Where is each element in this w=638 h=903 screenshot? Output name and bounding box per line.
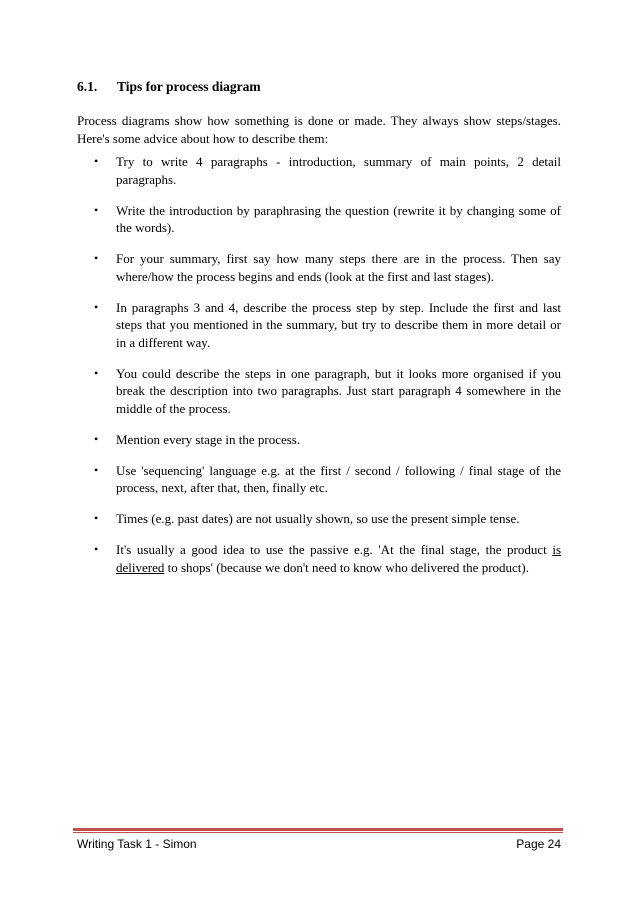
footer-document-title: Writing Task 1 - Simon — [77, 837, 197, 851]
section-number: 6.1. — [77, 79, 98, 94]
tip-item — [77, 153, 561, 188]
tip-text — [116, 542, 561, 575]
tip-text: Write the introduction by paraphrasing the question (rewrite it by changing some of the words). — [116, 202, 561, 235]
bullet-icon: • — [94, 251, 99, 265]
footer-page-number: Page 24 — [516, 837, 561, 851]
tip-text: Try to write 4 paragraphs - introduction, summary of main points, 2 detail paragraphs. — [116, 154, 561, 187]
footer-divider-thin — [73, 832, 563, 833]
bullet-icon: • — [94, 299, 99, 314]
tip-text: Times (e.g. past dates) are not usually shown, so use the present simple tense. — [116, 511, 520, 526]
bullet-icon: • — [94, 154, 99, 168]
bullet-icon: • — [94, 202, 99, 217]
tips-list — [77, 153, 561, 590]
tip-text-after: to shops' (because we don't need to know who delivered the product). — [164, 559, 529, 575]
tip-item — [77, 462, 561, 497]
tip-item — [77, 365, 561, 418]
underlined-phrase: is delivered — [116, 542, 561, 575]
tip-text: For your summary, first say how many steps there are in the process. Then say where/how the process begins and ends (look at the first and last stages). — [116, 251, 561, 284]
bullet-icon: • — [94, 365, 99, 380]
tip-text-before: It's usually a good idea to use the passive e.g. 'At the final stage, the product — [116, 542, 553, 557]
tip-text: You could describe the steps in one paragraph, but it looks more organised if you break the description into two paragraphs. Just start paragraph 4 somewhere in the middle of the process. — [116, 365, 561, 416]
tip-item — [77, 250, 561, 285]
tip-item — [77, 202, 561, 237]
bullet-icon: • — [94, 462, 99, 477]
section-title: Tips for process diagram — [117, 79, 261, 94]
tip-text: In paragraphs 3 and 4, describe the process step by step. Include the first and last steps that you mentioned in the summary, but try to describe them in more detail or in a different way. — [116, 299, 561, 350]
tip-text: Mention every stage in the process. — [116, 431, 301, 447]
bullet-icon: • — [94, 542, 99, 556]
tip-item — [77, 510, 561, 528]
intro-paragraph: Process diagrams show how something is done or made. They always show steps/stages. Here's some advice about how to describe them: — [77, 113, 561, 146]
tip-item — [77, 541, 561, 576]
tip-item — [77, 431, 561, 449]
footer-divider-thick — [73, 828, 563, 831]
bullet-icon: • — [94, 511, 99, 525]
section-heading — [77, 78, 261, 96]
tip-text: Use 'sequencing' language e.g. at the first / second / following / final stage of the process, next, after that, then, finally etc. — [116, 462, 561, 495]
footer-divider — [73, 828, 563, 833]
tip-item — [77, 299, 561, 352]
bullet-icon: • — [94, 431, 99, 446]
